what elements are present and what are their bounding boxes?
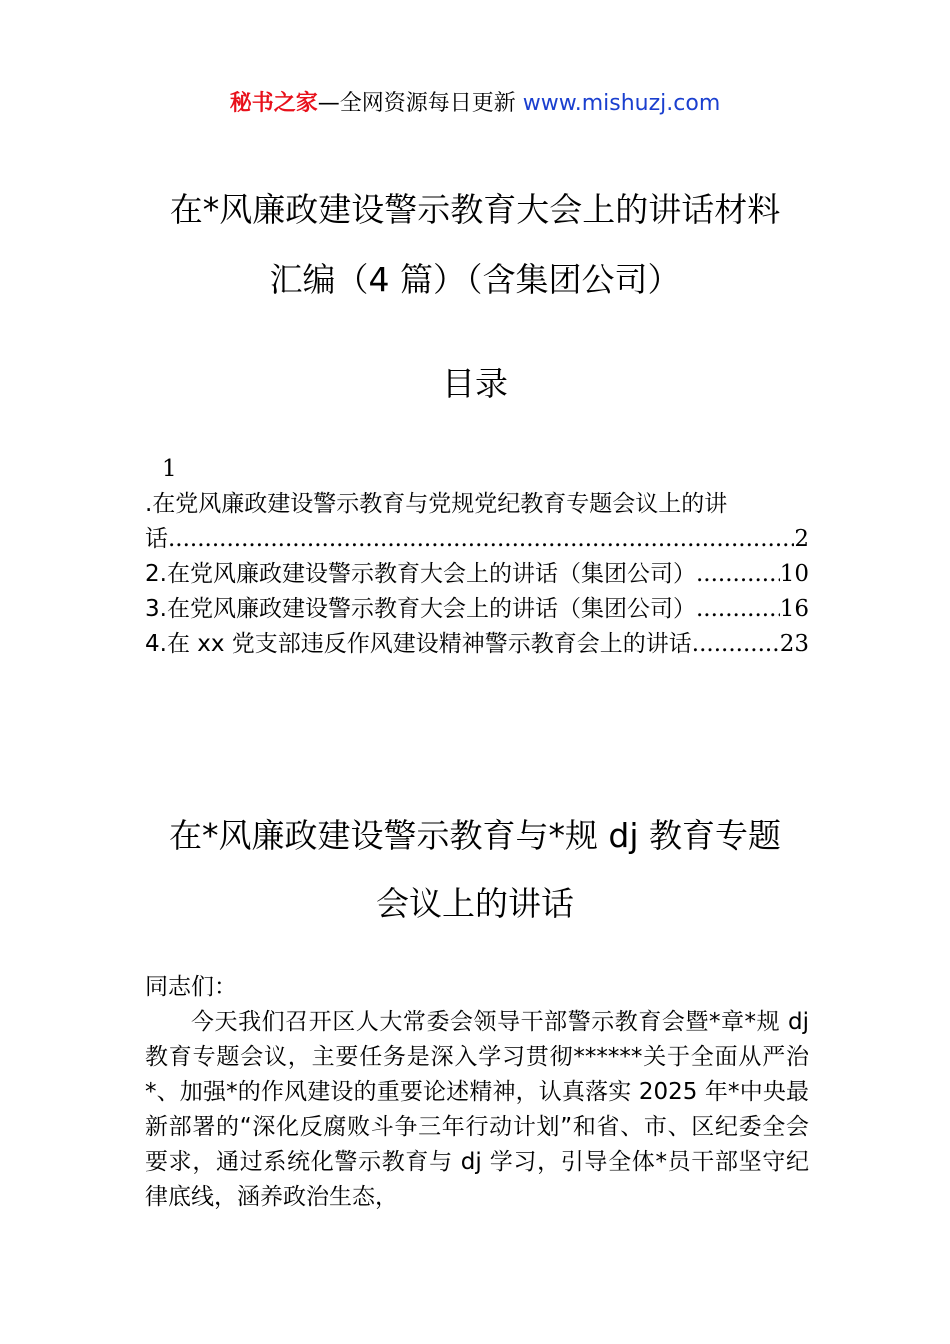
- toc-dot-leader: [168, 522, 794, 557]
- toc-dot-leader: [696, 592, 780, 627]
- toc-item-1-page: 2: [794, 526, 809, 552]
- toc-item-1-continued[interactable]: [145, 522, 809, 557]
- site-url-link[interactable]: www.mishuzj.com: [522, 91, 721, 116]
- toc-item-1[interactable]: [145, 487, 809, 522]
- toc-item-3-page: 16: [779, 596, 809, 622]
- brand-name: 秘书之家: [229, 91, 318, 116]
- toc-item-4-page: 23: [779, 631, 809, 657]
- toc-item-4-text: 4.在 xx 党支部违反作风建设精神警示教育会上的讲话: [145, 631, 692, 657]
- toc-item-3-text: 3.在党风廉政建设警示教育大会上的讲话（集团公司）: [145, 596, 696, 622]
- toc-item-1-text: .在党风廉政建设警示教育与党规党纪教育专题会议上的讲: [145, 491, 728, 517]
- toc-dot-leader: [692, 627, 780, 662]
- toc-item-2[interactable]: [145, 557, 809, 592]
- body-paragraph: 今天我们召开区人大常委会领导干部警示教育会暨*章*规 dj 教育专题会议，主要任务是深入学习贯彻******关于全面从严治*、加强*的作风建设的重要论述精神，认真落实 2025 年*中央最新部署的“深化反腐败斗争三年行动计划”和省、市、区纪委全会要求，通过系统化警示教育与 dj 学习，引导全体*员干部坚守纪律底线，涵养政治生态，: [145, 1009, 809, 1210]
- toc-item-4[interactable]: [145, 627, 809, 662]
- document-title-line-2: 汇编（4 篇）（含集团公司）: [269, 260, 681, 299]
- header-slogan: —全网资源每日更新: [317, 91, 523, 116]
- speech-body: [145, 970, 809, 1215]
- toc-item-1-number: 1: [162, 456, 177, 482]
- toc-heading: 目录: [442, 364, 508, 403]
- toc-item-2-page: 10: [779, 561, 809, 587]
- toc-item-3[interactable]: [145, 592, 809, 627]
- toc-item-1-text-continued: 话: [145, 526, 168, 552]
- section-title-line-1: 在*风廉政建设警示教育与*规 dj 教育专题: [168, 816, 782, 855]
- toc-item-2-text: 2.在党风廉政建设警示教育大会上的讲话（集团公司）: [145, 561, 696, 587]
- toc-dot-leader: [696, 557, 780, 592]
- table-of-contents: [145, 452, 809, 662]
- site-header: [0, 88, 950, 120]
- section-title-line-2: 会议上的讲话: [376, 884, 574, 923]
- salutation: 同志们：: [145, 974, 237, 1000]
- document-title-line-1: 在*风廉政建设警示教育大会上的讲话材料: [169, 190, 781, 229]
